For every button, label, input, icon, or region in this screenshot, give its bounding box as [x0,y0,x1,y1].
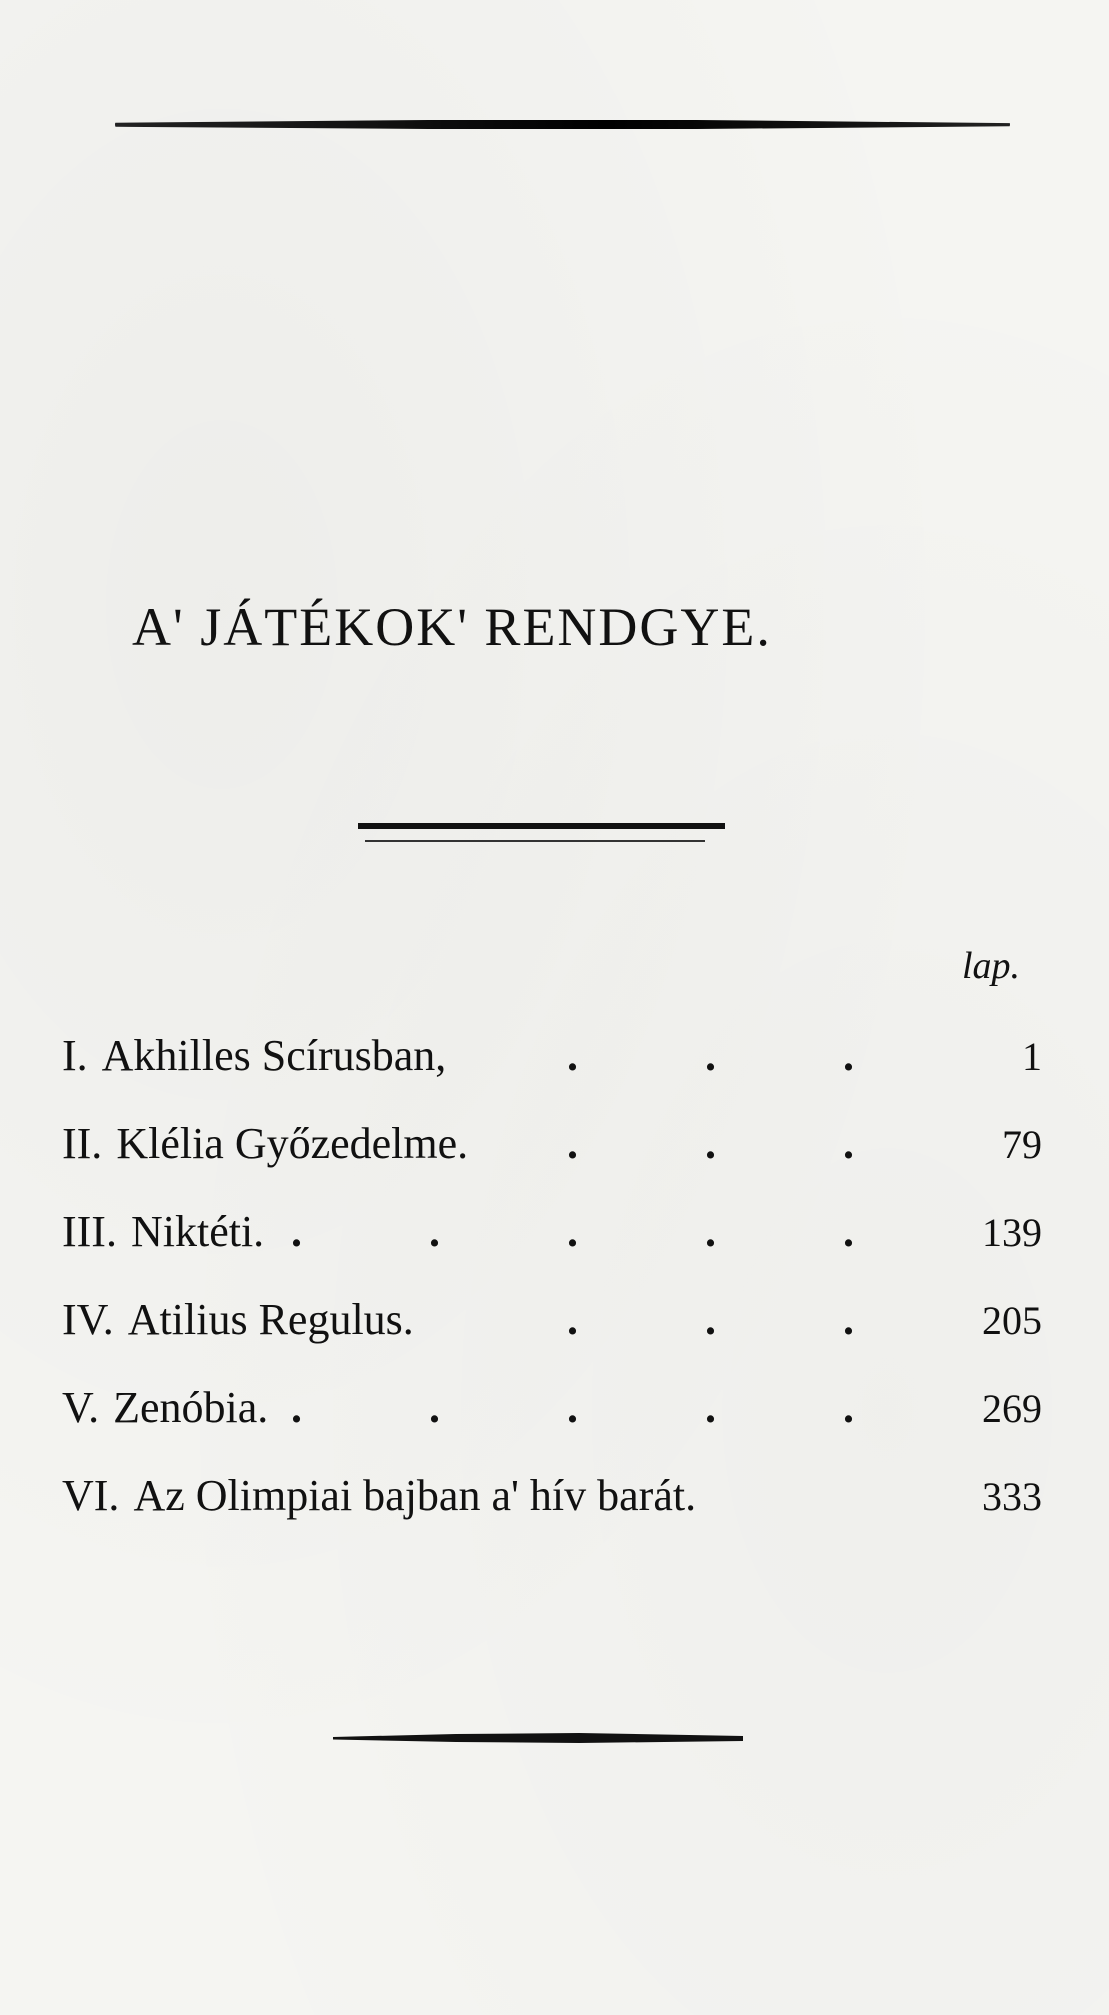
title-underline-rule [358,823,725,829]
toc-entry-number: III. [62,1207,117,1256]
top-decorative-rule [115,120,1010,129]
toc-entry [62,1030,1042,1118]
toc-entry [62,1206,1042,1294]
toc-entry-page: 205 [982,1298,1042,1343]
toc-leader-dots: . . . [567,1119,912,1168]
toc-entry-number: II. [62,1119,103,1168]
toc-entry-page: 79 [1002,1122,1042,1167]
toc-entry-title: Klélia Győzedelme. [116,1119,469,1168]
toc-entry-number: VI. [62,1471,120,1520]
toc-leader-dots: . . . . . [291,1207,912,1256]
toc-entry-title: Niktéti. [130,1207,265,1256]
toc-entry-title: Atilius Regulus. [127,1295,414,1344]
toc-entry-title: Az Olimpiai bajban a' hív barát. [133,1471,697,1520]
table-of-contents [62,1030,1042,1558]
toc-entry-page: 1 [1022,1034,1042,1079]
toc-entry-number: V. [62,1383,100,1432]
toc-entry [62,1470,1042,1558]
toc-entry-page: 333 [982,1474,1042,1519]
toc-entry [62,1294,1042,1382]
toc-entry [62,1382,1042,1470]
bottom-decorative-rule [333,1733,743,1743]
toc-entry-page: 269 [982,1386,1042,1431]
page-title: A' JÁTÉKOK' RENDGYE. [132,597,772,657]
title-underline-thin-rule [365,840,705,842]
toc-entry-number: I. [62,1031,88,1080]
toc-entry-title: Akhilles Scírusban, [101,1031,447,1080]
toc-entry-page: 139 [982,1210,1042,1255]
toc-leader-dots: . . . [567,1295,912,1344]
toc-entry [62,1118,1042,1206]
page-column-label: lap. [962,945,1021,987]
toc-leader-dots: . . . . . [291,1383,912,1432]
toc-entry-number: IV. [62,1295,114,1344]
toc-leader-dots: . . . [567,1031,912,1080]
toc-entry-title: Zenóbia. [113,1383,269,1432]
